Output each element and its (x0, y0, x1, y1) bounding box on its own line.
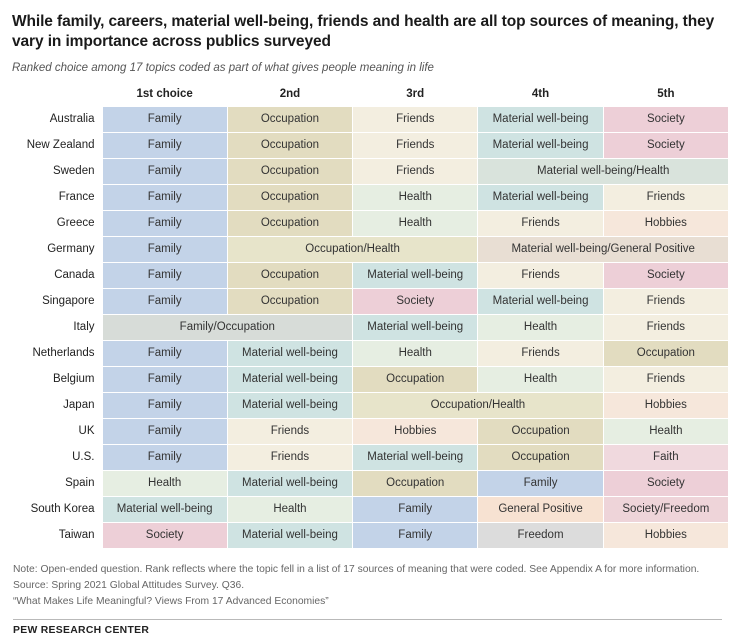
matrix-cell: Society (603, 106, 728, 132)
matrix-cell: Health (478, 366, 603, 392)
matrix-cell: Family (102, 236, 227, 262)
matrix-cell: Material well-being (353, 444, 478, 470)
matrix-cell: Material well-being/General Positive (478, 236, 729, 262)
matrix-cell: Society (603, 470, 728, 496)
matrix-cell: Material well-being (102, 496, 227, 522)
matrix-header (8, 84, 729, 107)
table-row (8, 392, 729, 418)
matrix-cell: Friends (603, 366, 728, 392)
matrix-cell: Material well-being (227, 470, 352, 496)
matrix-cell: Society/Freedom (603, 496, 728, 522)
matrix-cell: Freedom (478, 522, 603, 548)
matrix-cell: Friends (478, 262, 603, 288)
matrix-cell: Society (603, 132, 728, 158)
table-row (8, 522, 729, 548)
table-row (8, 314, 729, 340)
row-label-canada: Canada (8, 262, 102, 288)
matrix-cell: Friends (478, 210, 603, 236)
matrix-cell: Occupation (353, 470, 478, 496)
brand-label: PEW RESEARCH CENTER (13, 624, 150, 636)
matrix-cell: Occupation (227, 132, 352, 158)
row-label-germany: Germany (8, 236, 102, 262)
matrix-cell: Friends (227, 444, 352, 470)
matrix-cell: Family/Occupation (102, 314, 353, 340)
notes-block (13, 563, 722, 610)
ranking-matrix (8, 84, 729, 549)
row-label-netherlands: Netherlands (8, 340, 102, 366)
matrix-cell: Friends (603, 314, 728, 340)
row-label-uk: UK (8, 418, 102, 444)
matrix-cell: Health (353, 184, 478, 210)
matrix-cell: Hobbies (603, 210, 728, 236)
column-header-5th: 5th (603, 84, 728, 107)
row-label-singapore: Singapore (8, 288, 102, 314)
matrix-cell: Family (353, 522, 478, 548)
source-text: Source: Spring 2021 Global Attitudes Survey. Q36. (13, 579, 245, 591)
matrix-cell: Occupation (227, 106, 352, 132)
matrix-cell: Friends (353, 158, 478, 184)
report-title-text: “What Makes Life Meaningful? Views From 17 Advanced Economies” (13, 595, 329, 607)
matrix-cell: Occupation (227, 288, 352, 314)
table-row (8, 366, 729, 392)
matrix-cell: Family (102, 392, 227, 418)
matrix-cell: Society (603, 262, 728, 288)
matrix-cell: Hobbies (603, 522, 728, 548)
matrix-cell: General Positive (478, 496, 603, 522)
matrix-cell: Health (603, 418, 728, 444)
matrix-cell: Friends (603, 288, 728, 314)
table-row (8, 418, 729, 444)
matrix-cell: Occupation (227, 184, 352, 210)
row-label-japan: Japan (8, 392, 102, 418)
table-row (8, 210, 729, 236)
matrix-cell: Material well-being (227, 522, 352, 548)
matrix-cell: Material well-being/Health (478, 158, 729, 184)
table-row (8, 288, 729, 314)
matrix-cell: Occupation (227, 158, 352, 184)
row-label-spain: Spain (8, 470, 102, 496)
matrix-cell: Family (102, 340, 227, 366)
table-row (8, 106, 729, 132)
matrix-cell: Family (102, 184, 227, 210)
matrix-cell: Occupation (227, 210, 352, 236)
matrix-cell: Material well-being (227, 340, 352, 366)
matrix-cell: Occupation (478, 444, 603, 470)
column-header-1st: 1st choice (102, 84, 227, 107)
matrix-cell: Hobbies (603, 392, 728, 418)
column-header-4th: 4th (478, 84, 603, 107)
matrix-cell: Friends (353, 132, 478, 158)
matrix-cell: Material well-being (227, 366, 352, 392)
row-label-belgium: Belgium (8, 366, 102, 392)
matrix-cell: Material well-being (478, 106, 603, 132)
matrix-cell: Material well-being (353, 262, 478, 288)
page-title: While family, careers, material well-being, friends and health are all top sources of meaning, they vary in importance across publics surveyed (12, 13, 715, 51)
table-row (8, 184, 729, 210)
row-label-new-zealand: New Zealand (8, 132, 102, 158)
row-label-australia: Australia (8, 106, 102, 132)
matrix-cell: Faith (603, 444, 728, 470)
row-label-sweden: Sweden (8, 158, 102, 184)
matrix-cell: Occupation/Health (353, 392, 604, 418)
table-row (8, 470, 729, 496)
matrix-cell: Family (102, 158, 227, 184)
matrix-cell: Family (102, 288, 227, 314)
matrix-cell: Occupation (353, 366, 478, 392)
matrix-corner (8, 84, 102, 107)
matrix-cell: Family (478, 470, 603, 496)
matrix-body (8, 106, 729, 548)
matrix-cell: Material well-being (353, 314, 478, 340)
table-row (8, 236, 729, 262)
column-header-3rd: 3rd (353, 84, 478, 107)
table-row (8, 262, 729, 288)
matrix-cell: Material well-being (478, 132, 603, 158)
matrix-cell: Society (102, 522, 227, 548)
matrix-cell: Health (227, 496, 352, 522)
matrix-cell: Family (102, 444, 227, 470)
matrix-cell: Family (102, 262, 227, 288)
row-label-u-s-: U.S. (8, 444, 102, 470)
matrix-cell: Friends (353, 106, 478, 132)
matrix-cell: Health (102, 470, 227, 496)
row-label-taiwan: Taiwan (8, 522, 102, 548)
matrix-cell: Friends (478, 340, 603, 366)
matrix-cell: Friends (603, 184, 728, 210)
footer-divider (13, 619, 722, 620)
column-header-2nd: 2nd (227, 84, 352, 107)
row-label-italy: Italy (8, 314, 102, 340)
matrix-cell: Family (102, 210, 227, 236)
table-row (8, 444, 729, 470)
matrix-cell: Family (353, 496, 478, 522)
matrix-cell: Health (353, 210, 478, 236)
matrix-cell: Hobbies (353, 418, 478, 444)
matrix-header-row (8, 84, 729, 107)
row-label-greece: Greece (8, 210, 102, 236)
matrix-cell: Health (478, 314, 603, 340)
matrix-cell: Material well-being (478, 184, 603, 210)
matrix-cell: Society (353, 288, 478, 314)
matrix-cell: Family (102, 418, 227, 444)
matrix-cell: Occupation (603, 340, 728, 366)
table-row (8, 132, 729, 158)
matrix-cell: Friends (227, 418, 352, 444)
matrix-cell: Material well-being (227, 392, 352, 418)
note-text: Note: Open-ended question. Rank reflects where the topic fell in a list of 17 sources of meaning that were coded. See Appendix A for more information. (13, 563, 700, 575)
page-subtitle: Ranked choice among 17 topics coded as part of what gives people meaning in life (12, 61, 434, 74)
matrix-cell: Occupation/Health (227, 236, 478, 262)
table-row (8, 340, 729, 366)
matrix-cell: Occupation (478, 418, 603, 444)
matrix-cell: Family (102, 106, 227, 132)
row-label-south-korea: South Korea (8, 496, 102, 522)
matrix-cell: Family (102, 132, 227, 158)
matrix-cell: Occupation (227, 262, 352, 288)
matrix-cell: Material well-being (478, 288, 603, 314)
table-row (8, 158, 729, 184)
matrix-cell: Health (353, 340, 478, 366)
matrix-cell: Family (102, 366, 227, 392)
row-label-france: France (8, 184, 102, 210)
table-row (8, 496, 729, 522)
